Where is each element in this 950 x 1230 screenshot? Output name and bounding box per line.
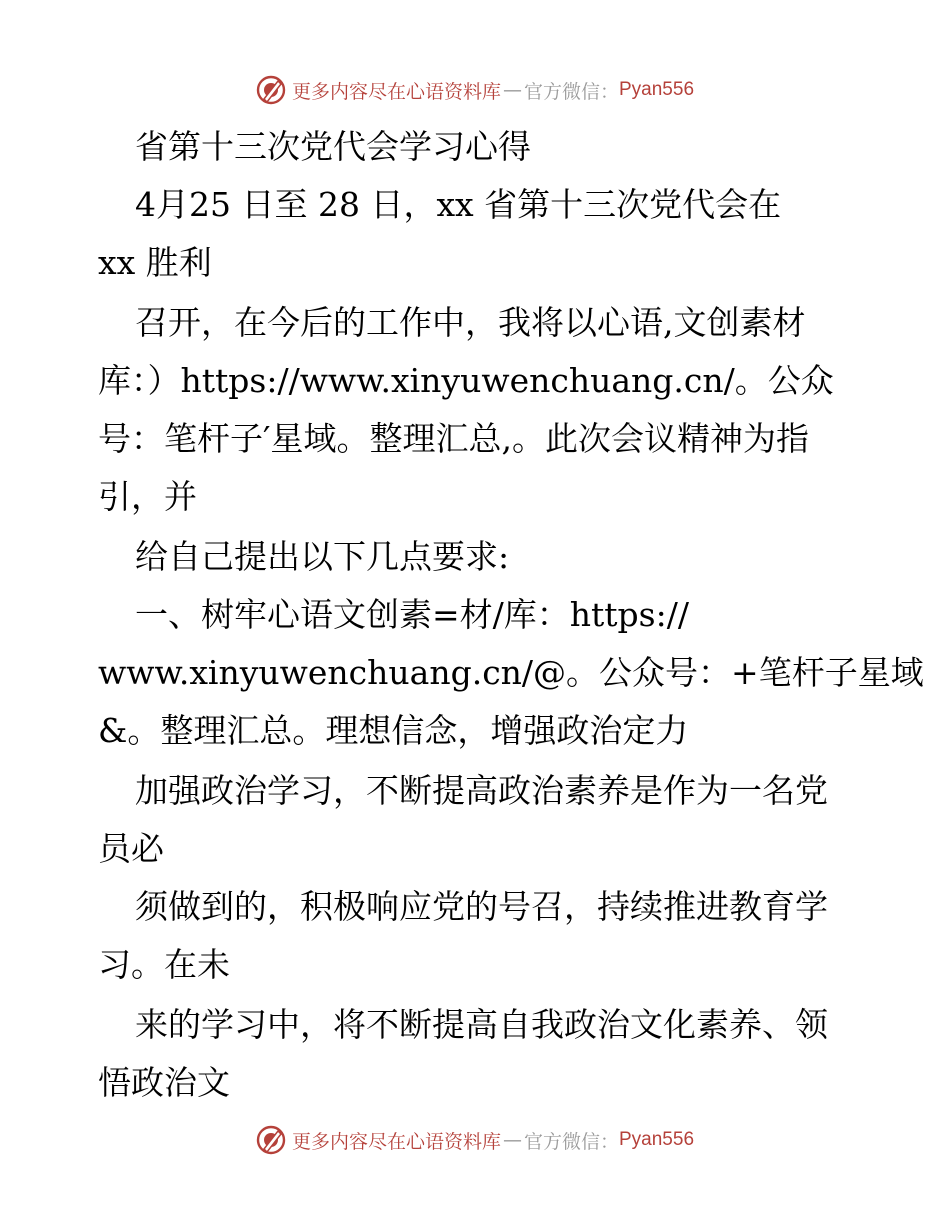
- text-line: 库：）https://www.xinyuwenchuang.cn/。公众: [98, 361, 834, 400]
- header-banner: [0, 70, 950, 110]
- pen-logo-icon: [256, 75, 286, 105]
- text-line: 习。在未: [98, 945, 230, 984]
- text-line: 引，并: [98, 477, 197, 516]
- banner-wechat-id: Pyan556: [619, 79, 695, 100]
- text-line: 来的学习中，将不断提高自我政治文化素养、领: [135, 1005, 828, 1044]
- text-line: 悟政治文: [98, 1063, 230, 1102]
- text-line: xx 胜利: [98, 243, 212, 282]
- text-line: 须做到的，积极响应党的号召，持续推进教育学: [135, 887, 828, 926]
- text-line: 员必: [98, 829, 164, 868]
- footer-banner: [0, 1120, 950, 1160]
- section-heading: 一、树牢心语文创素=材/库：https://: [135, 595, 689, 634]
- banner-main-text: 更多内容尽在心语资料库: [291, 1130, 501, 1153]
- document-title: 省第十三次党代会学习心得: [135, 127, 531, 166]
- text-line: www.xinyuwenchuang.cn/@。公众号：+笔杆子星域: [98, 653, 924, 692]
- banner-main-text: 更多内容尽在心语资料库: [291, 80, 501, 103]
- banner-wechat-label: 官方微信：: [523, 80, 619, 103]
- text-line: 4月25 日至 28 日，xx 省第十三次党代会在: [135, 185, 782, 224]
- text-line: 召开，在今后的工作中，我将以心语,文创素材: [135, 303, 806, 342]
- pen-logo-icon: [256, 1125, 286, 1155]
- text-line: 给自己提出以下几点要求:: [135, 537, 510, 576]
- banner-dash: —: [502, 1129, 522, 1151]
- text-line: &。整理汇总。理想信念，增强政治定力: [98, 711, 689, 750]
- banner-wechat-id: Pyan556: [619, 1129, 695, 1150]
- banner-dash: —: [502, 79, 522, 101]
- text-line: 号：笔杆子′星域。整理汇总,。此次会议精神为指: [98, 419, 809, 458]
- text-line: 加强政治学习，不断提高政治素养是作为一名党: [135, 771, 828, 810]
- banner-wechat-label: 官方微信：: [523, 1130, 619, 1153]
